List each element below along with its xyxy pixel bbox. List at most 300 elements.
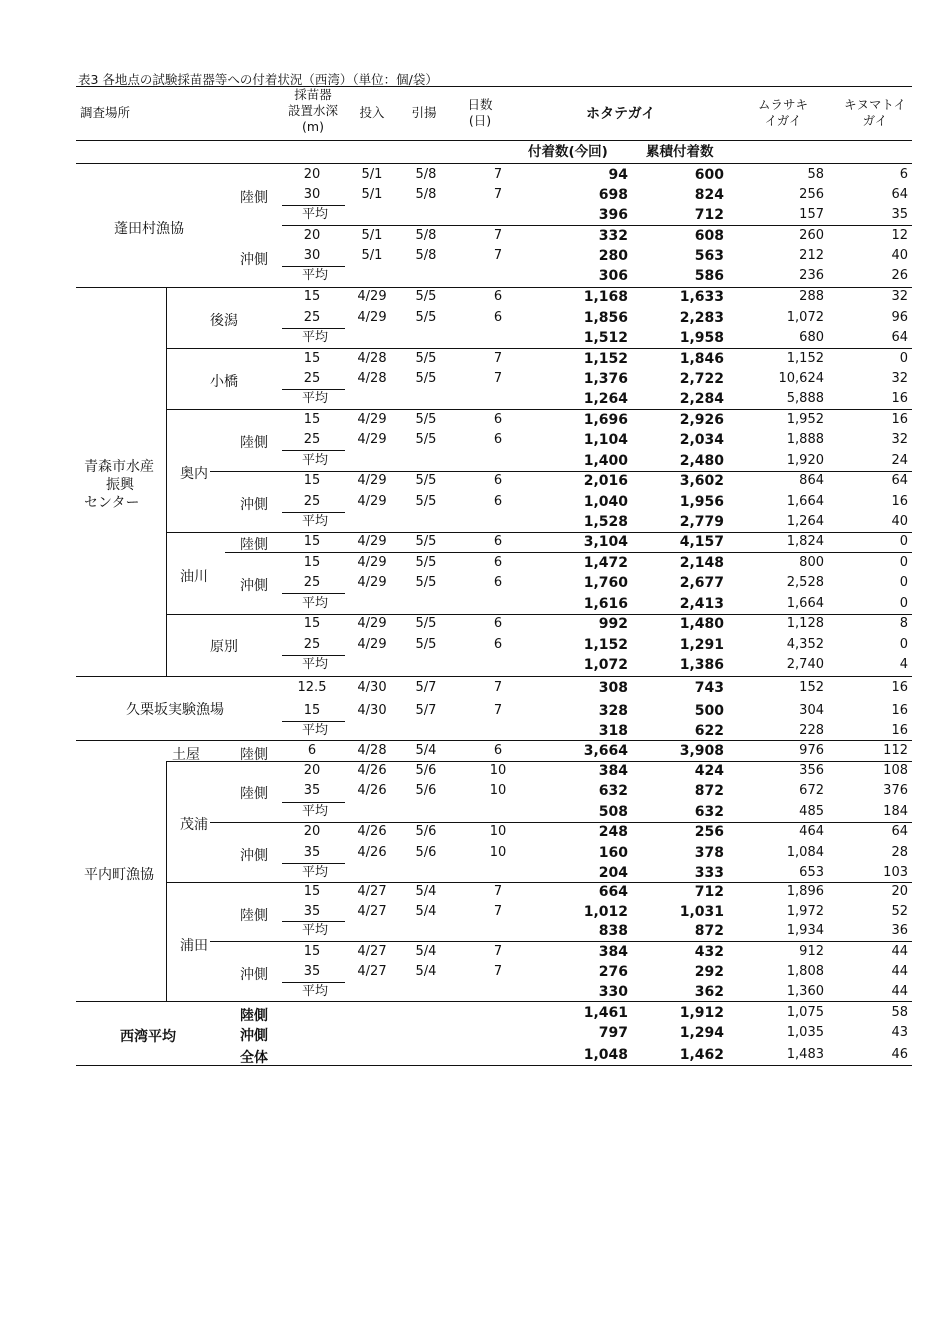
cell-mussel: 4,352 xyxy=(786,637,824,652)
header-mussel-2: イガイ xyxy=(764,113,802,128)
cell-out-date: 5/5 xyxy=(415,616,437,631)
cell-count-cum: 632 xyxy=(694,804,724,820)
cell-out-date: 5/4 xyxy=(415,743,437,758)
cell-count-cum: 3,908 xyxy=(679,743,724,759)
cell-count-now: 1,696 xyxy=(583,412,628,428)
cell-kinu: 16 xyxy=(891,703,908,718)
cell-mussel: 1,920 xyxy=(786,453,824,468)
cell-kinu: 16 xyxy=(891,412,908,427)
cell-kinu: 52 xyxy=(891,904,908,919)
summary-count-cum: 1,462 xyxy=(679,1047,724,1063)
average-label: 平均 xyxy=(302,723,329,738)
cell-depth: 20 xyxy=(303,763,321,778)
cell-kinu: 0 xyxy=(899,637,908,652)
side-rikugawa: 陸側 xyxy=(240,435,268,451)
cell-mussel: 58 xyxy=(807,167,824,182)
cell-mussel: 304 xyxy=(799,703,824,718)
cell-count-cum: 2,926 xyxy=(679,412,724,428)
cell-count-cum: 872 xyxy=(694,923,724,939)
cell-mussel: 1,072 xyxy=(786,310,824,325)
cell-mussel: 152 xyxy=(799,680,824,695)
cell-mussel: 1,360 xyxy=(786,984,824,999)
cell-count-now: 248 xyxy=(598,824,628,840)
rule-line xyxy=(225,471,912,472)
cell-out-date: 5/8 xyxy=(415,228,437,243)
cell-kinu: 35 xyxy=(891,207,908,222)
cell-depth: 35 xyxy=(303,904,321,919)
rule-line xyxy=(76,676,912,677)
cell-count-cum: 292 xyxy=(694,964,724,980)
rule-line xyxy=(282,205,345,206)
cell-kinu: 44 xyxy=(891,944,908,959)
cell-count-cum: 333 xyxy=(694,865,724,881)
header-days-1: 日数 xyxy=(467,97,493,112)
average-label: 平均 xyxy=(302,984,329,999)
cell-out-date: 5/4 xyxy=(415,884,437,899)
cell-mussel: 260 xyxy=(799,228,824,243)
cell-kinu: 20 xyxy=(891,884,908,899)
cell-days: 10 xyxy=(489,824,507,839)
cell-in-date: 4/29 xyxy=(357,310,387,325)
cell-out-date: 5/5 xyxy=(415,555,437,570)
cell-depth: 6 xyxy=(307,743,317,758)
header-depth-1: 採苗器 xyxy=(294,87,332,102)
cell-kinu: 16 xyxy=(891,723,908,738)
cell-days: 10 xyxy=(489,783,507,798)
cell-count-cum: 3,602 xyxy=(679,473,724,489)
rule-line xyxy=(282,328,345,329)
group-aomori-1: 青森市水産 xyxy=(84,459,154,475)
cell-kinu: 40 xyxy=(891,514,908,529)
average-label: 平均 xyxy=(302,657,329,672)
cell-kinu: 376 xyxy=(883,783,908,798)
cell-kinu: 26 xyxy=(891,268,908,283)
rule-header-bottom xyxy=(76,163,912,164)
summary-side-label: 陸側 xyxy=(240,1008,268,1024)
cell-count-now: 330 xyxy=(598,984,628,1000)
cell-depth: 15 xyxy=(303,555,321,570)
cell-days: 7 xyxy=(493,351,503,366)
cell-in-date: 4/28 xyxy=(357,371,387,386)
cell-mussel: 10,624 xyxy=(778,371,824,386)
cell-count-now: 1,856 xyxy=(583,310,628,326)
cell-count-now: 332 xyxy=(598,228,628,244)
cell-count-cum: 432 xyxy=(694,944,724,960)
cell-out-date: 5/8 xyxy=(415,187,437,202)
cell-count-now: 3,664 xyxy=(583,743,628,759)
cell-count-now: 698 xyxy=(598,187,628,203)
cell-days: 7 xyxy=(493,904,503,919)
cell-count-now: 1,168 xyxy=(583,289,628,305)
cell-kinu: 24 xyxy=(891,453,908,468)
cell-in-date: 5/1 xyxy=(361,187,383,202)
cell-days: 6 xyxy=(493,555,503,570)
cell-days: 6 xyxy=(493,575,503,590)
summary-mussel: 1,483 xyxy=(786,1047,824,1062)
cell-depth: 30 xyxy=(303,248,321,263)
summary-kinu: 58 xyxy=(891,1005,908,1020)
cell-in-date: 4/26 xyxy=(357,824,387,839)
cell-out-date: 5/5 xyxy=(415,310,437,325)
cell-count-now: 1,264 xyxy=(583,391,628,407)
cell-count-cum: 2,413 xyxy=(679,596,724,612)
cell-count-cum: 1,633 xyxy=(679,289,724,305)
cell-in-date: 4/27 xyxy=(357,964,387,979)
cell-kinu: 12 xyxy=(891,228,908,243)
cell-in-date: 4/29 xyxy=(357,289,387,304)
cell-count-now: 384 xyxy=(598,763,628,779)
summary-side-label: 全体 xyxy=(240,1050,268,1066)
cell-out-date: 5/6 xyxy=(415,824,437,839)
table-title: 表3 各地点の試験採苗器等への付着状況（西湾）（単位：個/袋） xyxy=(78,72,438,87)
cell-count-cum: 712 xyxy=(694,884,724,900)
rule-line xyxy=(166,614,912,615)
summary-count-now: 797 xyxy=(598,1025,628,1041)
rule-line xyxy=(282,802,345,803)
cell-days: 7 xyxy=(493,964,503,979)
cell-mussel: 464 xyxy=(799,824,824,839)
cell-count-cum: 2,284 xyxy=(679,391,724,407)
cell-mussel: 157 xyxy=(799,207,824,222)
cell-depth: 12.5 xyxy=(297,680,327,695)
average-label: 平均 xyxy=(302,207,329,222)
cell-count-now: 1,104 xyxy=(583,432,628,448)
cell-count-now: 1,760 xyxy=(583,575,628,591)
loc-ushirogata: 後潟 xyxy=(210,313,238,329)
cell-depth: 30 xyxy=(303,187,321,202)
cell-out-date: 5/5 xyxy=(415,473,437,488)
cell-depth: 20 xyxy=(303,228,321,243)
cell-count-now: 318 xyxy=(598,723,628,739)
cell-days: 10 xyxy=(489,763,507,778)
summary-mussel: 1,075 xyxy=(786,1005,824,1020)
cell-count-now: 508 xyxy=(598,804,628,820)
cell-count-cum: 600 xyxy=(694,167,724,183)
cell-days: 6 xyxy=(493,494,503,509)
cell-depth: 25 xyxy=(303,432,321,447)
cell-kinu: 6 xyxy=(899,167,908,182)
cell-count-cum: 424 xyxy=(694,763,724,779)
cell-depth: 25 xyxy=(303,637,321,652)
cell-kinu: 16 xyxy=(891,680,908,695)
cell-mussel: 2,740 xyxy=(786,657,824,672)
header-in: 投入 xyxy=(359,105,385,120)
cell-count-cum: 1,031 xyxy=(679,904,724,920)
cell-count-cum: 1,480 xyxy=(679,616,724,632)
cell-in-date: 5/1 xyxy=(361,228,383,243)
cell-count-cum: 824 xyxy=(694,187,724,203)
cell-count-now: 280 xyxy=(598,248,628,264)
cell-count-cum: 712 xyxy=(694,207,724,223)
cell-count-cum: 4,157 xyxy=(679,534,724,550)
cell-out-date: 5/5 xyxy=(415,534,437,549)
cell-mussel: 212 xyxy=(799,248,824,263)
cell-depth: 15 xyxy=(303,616,321,631)
cell-days: 6 xyxy=(493,310,503,325)
cell-days: 10 xyxy=(489,845,507,860)
cell-count-now: 306 xyxy=(598,268,628,284)
rule-line xyxy=(282,389,345,390)
cell-days: 7 xyxy=(493,680,503,695)
cell-count-cum: 586 xyxy=(694,268,724,284)
side-rikugawa: 陸側 xyxy=(240,908,268,924)
cell-kinu: 28 xyxy=(891,845,908,860)
rule-line xyxy=(210,941,232,942)
cell-out-date: 5/6 xyxy=(415,763,437,778)
cell-count-now: 1,376 xyxy=(583,371,628,387)
cell-count-cum: 2,677 xyxy=(679,575,724,591)
header-days-2: (日) xyxy=(468,113,492,128)
header-out: 引揚 xyxy=(411,105,437,120)
cell-days: 6 xyxy=(493,432,503,447)
cell-count-cum: 500 xyxy=(694,703,724,719)
cell-kinu: 44 xyxy=(891,964,908,979)
cell-depth: 15 xyxy=(303,289,321,304)
cell-days: 6 xyxy=(493,637,503,652)
cell-out-date: 5/5 xyxy=(415,494,437,509)
cell-kinu: 0 xyxy=(899,555,908,570)
cell-out-date: 5/7 xyxy=(415,680,437,695)
summary-side-label: 沖側 xyxy=(240,1028,268,1044)
cell-out-date: 5/6 xyxy=(415,783,437,798)
rule-line xyxy=(282,266,345,267)
cell-days: 6 xyxy=(493,412,503,427)
cell-kinu: 16 xyxy=(891,494,908,509)
summary-kinu: 43 xyxy=(891,1025,908,1040)
header-depth-3: (m) xyxy=(302,119,324,134)
cell-mussel: 1,934 xyxy=(786,923,824,938)
rule-line xyxy=(282,450,345,451)
header-kinu-1: キヌマトイ xyxy=(844,97,906,112)
cell-count-now: 384 xyxy=(598,944,628,960)
cell-mussel: 1,808 xyxy=(786,964,824,979)
rule-line xyxy=(210,471,232,472)
cell-kinu: 32 xyxy=(891,371,908,386)
cell-count-now: 328 xyxy=(598,703,628,719)
loc-urata: 浦田 xyxy=(180,938,208,954)
cell-in-date: 4/29 xyxy=(357,494,387,509)
cell-mussel: 680 xyxy=(799,330,824,345)
cell-mussel: 1,084 xyxy=(786,845,824,860)
cell-depth: 25 xyxy=(303,494,321,509)
side-okigawa: 沖側 xyxy=(240,497,268,513)
cell-mussel: 1,664 xyxy=(786,596,824,611)
header-scallop: ホタテガイ xyxy=(586,106,656,122)
summary-label: 西湾平均 xyxy=(120,1029,176,1045)
cell-count-now: 1,072 xyxy=(583,657,628,673)
cell-count-cum: 1,956 xyxy=(679,494,724,510)
loc-okunai: 奥内 xyxy=(180,466,208,482)
rule-line xyxy=(282,921,345,922)
cell-kinu: 0 xyxy=(899,596,908,611)
cell-count-now: 1,152 xyxy=(583,637,628,653)
cell-kinu: 8 xyxy=(899,616,908,631)
average-label: 平均 xyxy=(302,453,329,468)
cell-mussel: 1,952 xyxy=(786,412,824,427)
rule-line xyxy=(166,761,912,762)
cell-kinu: 40 xyxy=(891,248,908,263)
cell-count-now: 396 xyxy=(598,207,628,223)
cell-out-date: 5/5 xyxy=(415,412,437,427)
cell-count-now: 1,152 xyxy=(583,351,628,367)
cell-kinu: 0 xyxy=(899,575,908,590)
cell-in-date: 4/28 xyxy=(357,351,387,366)
cell-in-date: 4/26 xyxy=(357,845,387,860)
rule-line xyxy=(282,655,345,656)
cell-depth: 25 xyxy=(303,310,321,325)
rule-line xyxy=(76,1065,912,1066)
cell-in-date: 4/26 xyxy=(357,783,387,798)
cell-count-now: 276 xyxy=(598,964,628,980)
cell-count-cum: 1,386 xyxy=(679,657,724,673)
cell-days: 7 xyxy=(493,228,503,243)
cell-days: 6 xyxy=(493,534,503,549)
cell-mussel: 1,152 xyxy=(786,351,824,366)
cell-mussel: 256 xyxy=(799,187,824,202)
rule-line xyxy=(166,532,912,533)
cell-count-cum: 362 xyxy=(694,984,724,1000)
cell-kinu: 112 xyxy=(883,743,908,758)
side-okigawa: 沖側 xyxy=(240,967,268,983)
cell-out-date: 5/7 xyxy=(415,703,437,718)
cell-count-cum: 2,779 xyxy=(679,514,724,530)
cell-days: 7 xyxy=(493,248,503,263)
cell-count-now: 308 xyxy=(598,680,628,696)
cell-count-now: 1,400 xyxy=(583,453,628,469)
cell-out-date: 5/4 xyxy=(415,944,437,959)
cell-count-cum: 378 xyxy=(694,845,724,861)
cell-count-cum: 2,283 xyxy=(679,310,724,326)
cell-out-date: 5/5 xyxy=(415,575,437,590)
cell-depth: 35 xyxy=(303,783,321,798)
header-depth-2: 設置水深 xyxy=(287,103,338,118)
cell-count-cum: 1,291 xyxy=(679,637,724,653)
cell-depth: 25 xyxy=(303,371,321,386)
cell-out-date: 5/5 xyxy=(415,371,437,386)
cell-mussel: 1,264 xyxy=(786,514,824,529)
side-rikugawa: 陸側 xyxy=(240,537,268,553)
cell-mussel: 1,128 xyxy=(786,616,824,631)
cell-count-cum: 1,958 xyxy=(679,330,724,346)
average-label: 平均 xyxy=(302,596,329,611)
cell-out-date: 5/4 xyxy=(415,904,437,919)
cell-depth: 35 xyxy=(303,964,321,979)
cell-in-date: 4/29 xyxy=(357,534,387,549)
cell-count-now: 1,616 xyxy=(583,596,628,612)
header-mussel-1: ムラサキ xyxy=(757,97,808,112)
average-label: 平均 xyxy=(302,865,329,880)
cell-mussel: 1,896 xyxy=(786,884,824,899)
cell-depth: 35 xyxy=(303,845,321,860)
cell-days: 7 xyxy=(493,371,503,386)
rule-line xyxy=(76,740,912,741)
cell-kinu: 64 xyxy=(891,473,908,488)
cell-days: 6 xyxy=(493,743,503,758)
rule-header xyxy=(76,140,912,141)
rule-line xyxy=(225,552,912,553)
average-label: 平均 xyxy=(302,391,329,406)
cell-days: 6 xyxy=(493,616,503,631)
cell-mussel: 864 xyxy=(799,473,824,488)
rule-line xyxy=(166,287,167,676)
cell-count-cum: 2,034 xyxy=(679,432,724,448)
cell-in-date: 4/29 xyxy=(357,412,387,427)
cell-count-cum: 2,480 xyxy=(679,453,724,469)
cell-count-cum: 622 xyxy=(694,723,724,739)
cell-count-cum: 743 xyxy=(694,680,724,696)
side-rikugawa: 陸側 xyxy=(240,190,268,206)
rule-line xyxy=(225,822,912,823)
header-location: 調査場所 xyxy=(80,105,131,120)
cell-kinu: 103 xyxy=(883,865,908,880)
cell-kinu: 64 xyxy=(891,824,908,839)
cell-in-date: 4/27 xyxy=(357,884,387,899)
cell-count-cum: 872 xyxy=(694,783,724,799)
header-count-now: 付着数(今回) xyxy=(528,144,608,160)
cell-depth: 15 xyxy=(303,351,321,366)
cell-in-date: 4/30 xyxy=(357,703,387,718)
cell-kinu: 96 xyxy=(891,310,908,325)
cell-count-now: 94 xyxy=(608,167,628,183)
side-rikugawa: 陸側 xyxy=(240,786,268,802)
cell-mussel: 1,888 xyxy=(786,432,824,447)
cell-days: 6 xyxy=(493,473,503,488)
cell-in-date: 4/29 xyxy=(357,616,387,631)
cell-mussel: 1,972 xyxy=(786,904,824,919)
loc-tsuchiya: 土屋 xyxy=(172,747,200,763)
cell-count-now: 1,012 xyxy=(583,904,628,920)
cell-depth: 15 xyxy=(303,703,321,718)
rule-line xyxy=(210,822,232,823)
rule-line xyxy=(282,721,345,722)
loc-moura: 茂浦 xyxy=(180,817,208,833)
header-count-cum: 累積付着数 xyxy=(646,144,714,160)
cell-mussel: 236 xyxy=(799,268,824,283)
side-okigawa: 沖側 xyxy=(240,252,268,268)
cell-mussel: 672 xyxy=(799,783,824,798)
rule-top xyxy=(76,86,912,87)
cell-mussel: 2,528 xyxy=(786,575,824,590)
rule-line xyxy=(282,982,345,983)
cell-kinu: 0 xyxy=(899,534,908,549)
rule-line xyxy=(76,287,912,288)
rule-line xyxy=(282,225,912,226)
cell-kinu: 4 xyxy=(899,657,908,672)
cell-kinu: 0 xyxy=(899,351,908,366)
average-label: 平均 xyxy=(302,804,329,819)
cell-out-date: 5/8 xyxy=(415,167,437,182)
cell-mussel: 5,888 xyxy=(786,391,824,406)
loc-aburakawa: 油川 xyxy=(180,569,208,585)
cell-in-date: 4/29 xyxy=(357,555,387,570)
cell-count-cum: 563 xyxy=(694,248,724,264)
cell-mussel: 228 xyxy=(799,723,824,738)
group-aomori-2: 振興 xyxy=(106,477,134,493)
cell-kinu: 32 xyxy=(891,432,908,447)
group-kurizaka: 久栗坂実験漁場 xyxy=(126,702,224,718)
cell-mussel: 356 xyxy=(799,763,824,778)
cell-kinu: 64 xyxy=(891,187,908,202)
cell-depth: 20 xyxy=(303,167,321,182)
cell-count-cum: 2,148 xyxy=(679,555,724,571)
cell-count-now: 838 xyxy=(598,923,628,939)
cell-days: 7 xyxy=(493,167,503,182)
cell-days: 7 xyxy=(493,703,503,718)
rule-line xyxy=(166,409,912,410)
cell-in-date: 4/29 xyxy=(357,473,387,488)
cell-kinu: 16 xyxy=(891,391,908,406)
cell-days: 7 xyxy=(493,884,503,899)
